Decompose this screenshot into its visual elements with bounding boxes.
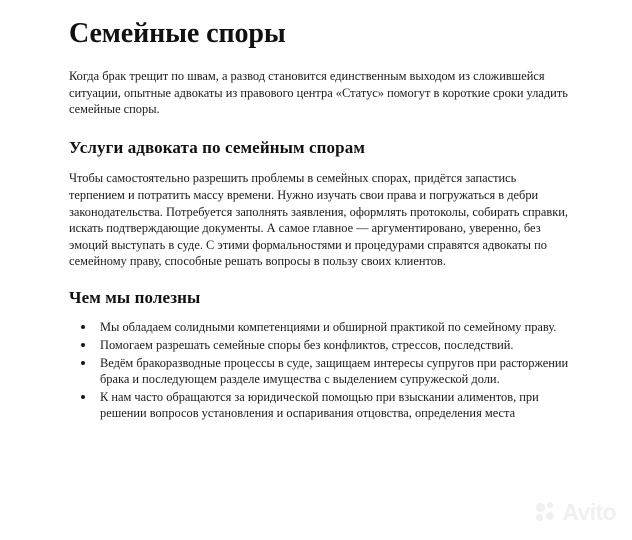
bullet-icon [81,343,85,347]
list-item [69,355,569,388]
bullet-icon [81,395,85,399]
list-item-text: Мы обладаем солидными компетенциями и обширной практикой по семейному праву. [100,320,557,335]
list-item-text: К нам часто обращаются за юридической помощью при взыскании алиментов, при решении вопросов установления и оспаривания отцовства, определения места [100,389,539,421]
bullet-icon [81,361,85,365]
benefits-list [69,319,569,422]
page-title: Семейные споры [69,18,286,49]
watermark-brand-label: Avito [562,499,616,525]
section-paragraph-services: Чтобы самостоятельно разрешить проблемы в семейных спорах, придётся запастись терпением и потратить массу времени. Нужно изучать свои права и погружаться в дебри законодательства. Потребуется заполнять заявления, оформлять протоколы, собирать справки, искать подтверждающие документы. А самое главное — аргументировано, уверенно, без эмоций выступать в суде. С этими формальностями и процедурами справятся адвокаты по семейному праву, способные решать вопросы в пользу своих клиентов. [69,171,568,269]
section-heading-services: Услуги адвоката по семейным спорам [69,137,365,157]
list-item-text: Ведём бракоразводные процессы в суде, защищаем интересы супругов при расторжении брака и последующем разделе имущества с выделением супружеской доли. [100,355,569,387]
avito-watermark [536,501,616,524]
intro-paragraph: Когда брак трещит по швам, а развод становится единственным выходом из сложившейся ситуации, опытные адвокаты из правового центра «Статус» помогут в короткие сроки уладить семейные споры. [69,69,568,117]
list-item [69,389,569,422]
section-heading-benefits: Чем мы полезны [69,287,201,307]
list-item [69,319,569,336]
list-item-text: Помогаем разрешать семейные споры без конфликтов, стрессов, последствий. [100,337,514,352]
bullet-icon [81,325,85,329]
list-item [69,337,569,354]
avito-dots-icon [536,502,558,524]
